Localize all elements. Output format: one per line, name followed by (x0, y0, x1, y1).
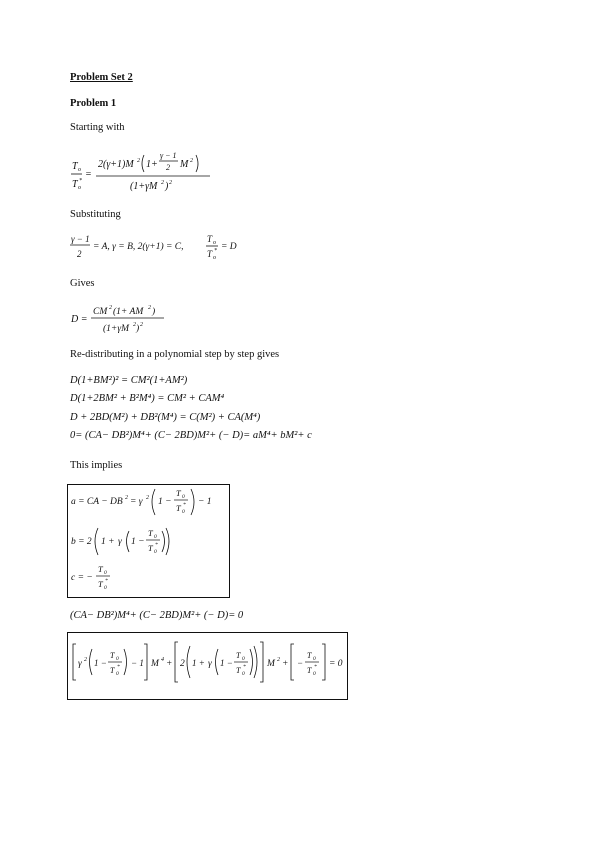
svg-text:2: 2 (140, 322, 143, 328)
svg-text:CM: CM (93, 307, 108, 317)
d-equation (70, 300, 180, 340)
step-2-equation: D(1+2BM² + B²M⁴) = CM² + CAM⁴ (70, 393, 225, 404)
svg-text:*: * (155, 542, 158, 548)
svg-text:0: 0 (313, 671, 316, 677)
substitution-equation (70, 229, 270, 269)
svg-text:1 −: 1 − (131, 537, 145, 547)
svg-text:T: T (307, 651, 312, 660)
svg-text:T: T (98, 579, 103, 589)
svg-text:T: T (110, 666, 115, 675)
svg-text:=: = (85, 169, 92, 180)
svg-text:2(γ+1)M: 2(γ+1)M (98, 159, 134, 170)
svg-text:1 −: 1 − (94, 658, 107, 668)
svg-text:T: T (110, 651, 115, 660)
svg-text:T: T (72, 179, 78, 190)
starting-text: Starting with (70, 122, 125, 133)
svg-text:): ) (152, 307, 156, 317)
svg-text:1 −: 1 − (220, 658, 233, 668)
step-1-equation: D(1+BM²)² = CM²(1+AM²) (70, 375, 188, 386)
gives-text: Gives (70, 278, 95, 289)
svg-text:*: * (117, 664, 120, 670)
svg-text:0: 0 (116, 656, 119, 662)
svg-text:= A, γ = B, 2(γ+1) = C,: = A, γ = B, 2(γ+1) = C, (93, 242, 184, 252)
svg-text:2: 2 (146, 495, 149, 501)
svg-text:T: T (307, 666, 312, 675)
svg-text:o: o (78, 167, 81, 173)
svg-text:1 −: 1 − (158, 497, 172, 507)
svg-text:T: T (176, 488, 181, 498)
svg-text:c = −: c = − (71, 573, 93, 583)
svg-text:0: 0 (182, 494, 185, 500)
step-3-equation: D + 2BD(M²) + DB²(M⁴) = C(M²) + CA(M⁴) (70, 412, 261, 423)
svg-text:γ − 1: γ − 1 (71, 234, 90, 244)
svg-text:+: + (282, 659, 289, 669)
equation-1 (70, 145, 230, 195)
svg-text:0: 0 (104, 585, 107, 591)
svg-text:= D: = D (221, 242, 237, 252)
svg-text:2: 2 (166, 163, 170, 172)
svg-text:γ − 1: γ − 1 (160, 151, 177, 160)
svg-text:2: 2 (180, 659, 185, 669)
document-title: Problem Set 2 (70, 72, 133, 83)
svg-text:b = 2: b = 2 (71, 537, 92, 547)
svg-text:−: − (297, 658, 304, 668)
svg-text:o: o (213, 255, 216, 261)
svg-text:− 1: − 1 (131, 658, 144, 668)
svg-text:0: 0 (242, 656, 245, 662)
final-equation (70, 640, 346, 690)
svg-text:): ) (165, 181, 169, 192)
svg-text:2: 2 (133, 322, 136, 328)
svg-text:*: * (243, 664, 246, 670)
svg-text:= γ: = γ (130, 497, 143, 507)
svg-text:1 +: 1 + (192, 658, 205, 668)
coefficients-equations (70, 486, 230, 596)
svg-text:0: 0 (242, 671, 245, 677)
svg-text:T: T (98, 564, 103, 574)
svg-text:M: M (151, 659, 159, 669)
svg-text:1 +: 1 + (101, 537, 115, 547)
svg-text:γ: γ (118, 537, 122, 547)
svg-text:0: 0 (154, 534, 157, 540)
svg-text:T: T (207, 249, 213, 259)
svg-text:0: 0 (182, 509, 185, 515)
svg-text:2: 2 (148, 305, 151, 311)
svg-text:T: T (72, 161, 78, 172)
redistributing-text: Re-distributing in a polynomial step by step gives (70, 349, 280, 360)
svg-text:− 1: − 1 (198, 497, 212, 507)
svg-text:*: * (314, 664, 317, 670)
svg-text:T: T (236, 666, 241, 675)
svg-text:0: 0 (154, 549, 157, 555)
svg-text:γ: γ (208, 659, 212, 669)
svg-text:2: 2 (137, 158, 140, 164)
svg-text:0: 0 (116, 671, 119, 677)
svg-text:*: * (214, 248, 217, 254)
svg-text:*: * (105, 578, 108, 584)
svg-text:2: 2 (77, 249, 82, 259)
svg-text:2: 2 (109, 305, 112, 311)
svg-text:M: M (180, 159, 189, 170)
svg-text:o: o (213, 240, 216, 246)
svg-text:2: 2 (169, 180, 172, 186)
step-4-equation: 0= (CA− DB²)M⁴+ (C− 2BD)M²+ (− D)= aM⁴+ bM²+ c (70, 430, 312, 441)
svg-text:o: o (78, 185, 81, 191)
svg-text:2: 2 (161, 180, 164, 186)
svg-text:0: 0 (313, 656, 316, 662)
problem-heading: Problem 1 (70, 98, 117, 109)
svg-text:T: T (176, 503, 181, 513)
svg-text:γ: γ (78, 659, 82, 669)
final-polynomial: (CA− DB²)M⁴+ (C− 2BD)M²+ (− D)= 0 (70, 610, 244, 621)
svg-text:M: M (267, 659, 275, 669)
svg-text:T: T (207, 234, 213, 244)
svg-text:2: 2 (125, 495, 128, 501)
svg-text:0: 0 (104, 570, 107, 576)
svg-text:(1+γM: (1+γM (103, 324, 129, 334)
svg-text:2: 2 (190, 158, 193, 164)
svg-text:= 0: = 0 (329, 659, 343, 669)
svg-text:D =: D = (71, 314, 88, 325)
svg-text:1+: 1+ (146, 159, 158, 170)
svg-text:(1+ AM: (1+ AM (113, 307, 144, 317)
svg-text:(1+γM: (1+γM (130, 181, 158, 192)
svg-text:T: T (148, 543, 153, 553)
svg-text:+: + (166, 659, 173, 669)
svg-text:*: * (183, 502, 186, 508)
svg-text:2: 2 (84, 657, 87, 663)
implies-text: This implies (70, 460, 123, 471)
svg-text:2: 2 (277, 657, 280, 663)
svg-text:*: * (79, 178, 82, 184)
svg-text:T: T (236, 651, 241, 660)
svg-text:a = CA − DB: a = CA − DB (71, 497, 123, 507)
svg-text:T: T (148, 528, 153, 538)
svg-text:): ) (136, 324, 140, 334)
svg-text:4: 4 (161, 657, 164, 663)
substituting-text: Substituting (70, 209, 121, 220)
